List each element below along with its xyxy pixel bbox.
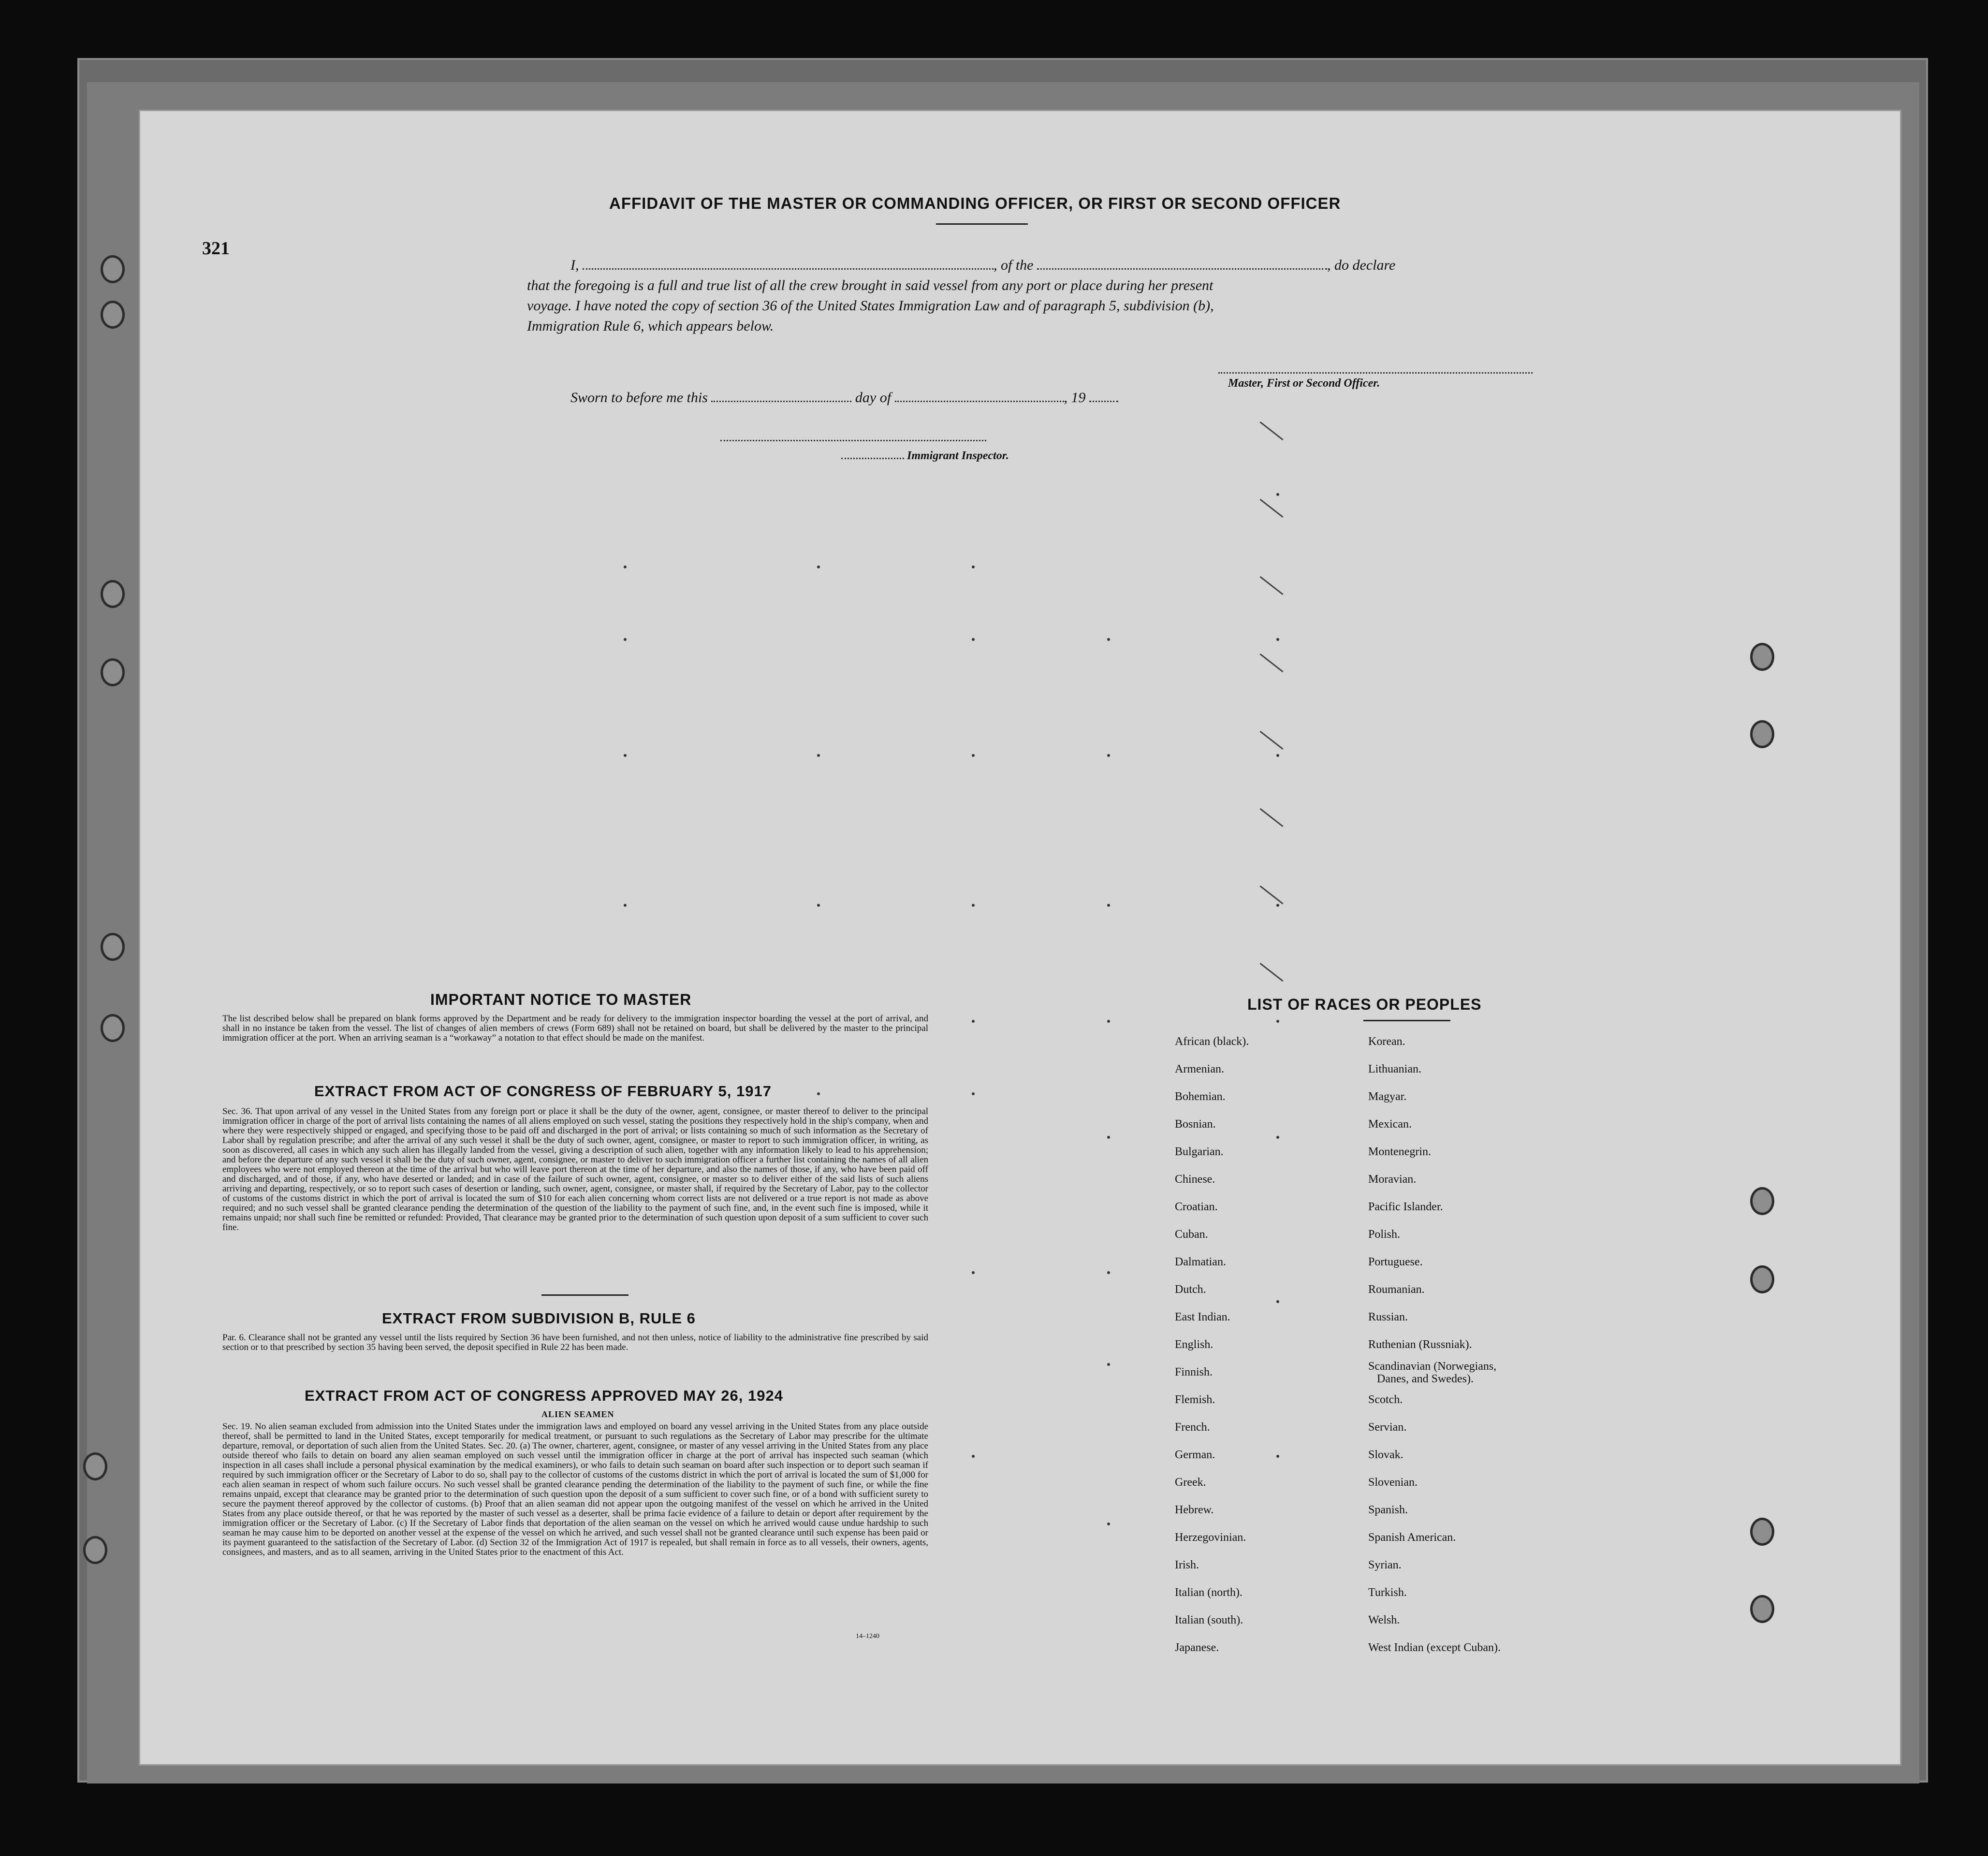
sworn-year: , 19 — [1064, 390, 1086, 406]
binder-hole — [1750, 1187, 1774, 1215]
bleed-dot — [624, 754, 627, 757]
master-signature-line — [1218, 362, 1533, 374]
binder-hole — [1750, 1518, 1774, 1546]
sworn-day-blank — [711, 391, 851, 402]
race-item: Dalmatian. — [1175, 1256, 1226, 1268]
race-item: Bosnian. — [1175, 1118, 1216, 1131]
extract-1924-subtitle: ALIEN SEAMEN — [541, 1409, 614, 1419]
race-item: German. — [1175, 1449, 1215, 1461]
bleed-check-mark — [1259, 421, 1283, 440]
race-item: Polish. — [1368, 1228, 1401, 1241]
bleed-dot — [1276, 1020, 1279, 1023]
bleed-dot — [1276, 754, 1279, 757]
extract-rule6-body: Par. 6. Clearance shall not be granted any vessel until the lists required by Section 36 have been furnished, and not then unless, notice of liability to the administrative fine prescribed by said section or to that prescribed by section 35 having been served, the deposit specified in Rule 22 has been made. — [222, 1333, 928, 1352]
affidavit-line-1 — [570, 257, 1395, 274]
race-item: Bohemian. — [1175, 1090, 1226, 1103]
sworn-month-blank — [895, 391, 1064, 402]
affidavit-line-4: Immigration Rule 6, which appears below. — [527, 318, 774, 334]
binder-hole — [101, 301, 125, 329]
bleed-dot — [972, 1092, 975, 1095]
race-item: Portuguese. — [1368, 1256, 1423, 1268]
bleed-check-mark — [1259, 808, 1283, 827]
race-item: Pacific Islander. — [1368, 1201, 1443, 1213]
race-item: Greek. — [1175, 1476, 1206, 1489]
bleed-dot — [972, 754, 975, 757]
affidavit-title: AFFIDAVIT OF THE MASTER OR COMMANDING OFFICER, OR FIRST OR SECOND OFFICER — [609, 194, 1341, 212]
bleed-dot — [1107, 1271, 1110, 1274]
bleed-dot — [1107, 754, 1110, 757]
extract-1924-title: EXTRACT FROM ACT OF CONGRESS APPROVED MAY 26, 1924 — [305, 1387, 783, 1404]
binder-hole — [1750, 643, 1774, 671]
race-item: Irish. — [1175, 1559, 1199, 1571]
bleed-dot — [1107, 1363, 1110, 1366]
sworn-prefix: Sworn to before me this — [570, 390, 708, 406]
race-item: Japanese. — [1175, 1641, 1219, 1654]
sworn-line — [570, 390, 1118, 406]
extract-1917-body: Sec. 36. That upon arrival of any vessel in the United States from any foreign port or place it shall be the duty of the owner, agent, consignee, or master thereof to deliver to the principal immigration officer in charge of the port of arrival lists containing the names of all aliens employed on such vessel, stating the positions they respectively hold in the ship's company, when and where they were respectively shipped or engaged, and specifying those to be paid off and discharged in the port of arrival; or lists containing so much of such information as the Secretary of Labor shall by regulation prescribe; and after the arrival of any such vessel it shall be the duty of such owner, agent, consignee, or master to report to such immigration officer, in writing, as soon as discovered, all cases in which any such alien has illegally landed from the vessel, giving a description of such alien, together with any information likely to lead to his apprehension; and before the departure of any such vessel it shall be the duty of such owner, agent, consignee, or master to deliver to such immigration officer a further list containing the names of all alien employees who were not employed thereon at the time of the arrival but who will leave port thereon at the time of her departure, and also the names of those, if any, who have been paid off and discharged, and of those, if any, who have deserted or landed; and in case of the failure of such owner, agent, consignee, or master so to deliver either of the said lists of such aliens arriving and departing, respectively, or so to report such cases of desertion or landing, such owner, agent, consignee, or master shall, if required by the Secretary of Labor, pay to the collector of customs of the customs district in which the port of arrival is located the sum of $10 for each alien concerning whom correct lists are not delivered or a true report is not made as above required; and no such vessel shall be granted clearance pending the determination of the question of the liability to the payment of such fine, and, in the event such fine is imposed, while it remains unpaid; nor shall such fine be remitted or refunded: Provided, That clearance may be granted prior to the determination of such question upon deposit of a sum sufficient to cover such fine. — [222, 1106, 928, 1232]
race-item: African (black). — [1175, 1035, 1249, 1048]
race-item: Syrian. — [1368, 1559, 1402, 1571]
race-item: Roumanian. — [1368, 1283, 1425, 1296]
bleed-check-mark — [1259, 963, 1283, 982]
bleed-dot — [972, 638, 975, 641]
inspector-lead-dots — [841, 451, 904, 459]
race-item: Mexican. — [1368, 1118, 1412, 1131]
race-item: Chinese. — [1175, 1173, 1215, 1186]
race-item: Turkish. — [1368, 1586, 1407, 1599]
races-right-column — [1368, 1035, 1658, 1664]
race-item: Montenegrin. — [1368, 1146, 1431, 1158]
declare-label: , do declare — [1327, 257, 1396, 273]
binder-hole — [101, 255, 125, 283]
affidavit-i-label: I, — [570, 257, 579, 273]
race-item: Flemish. — [1175, 1393, 1215, 1406]
race-item: West Indian (except Cuban). — [1368, 1641, 1501, 1654]
race-item: Italian (north). — [1175, 1586, 1242, 1599]
sworn-year-blank — [1089, 391, 1118, 402]
bleed-dot — [624, 638, 627, 641]
affidavit-line-2: that the foregoing is a full and true list of all the crew brought in said vessel from any port or place during her present — [527, 277, 1213, 293]
binder-hole — [1750, 1595, 1774, 1623]
bleed-dot — [1276, 904, 1279, 907]
bleed-dot — [1276, 638, 1279, 641]
bleed-dot — [817, 904, 820, 907]
race-item: Italian (south). — [1175, 1614, 1243, 1626]
race-item: Magyar. — [1368, 1090, 1407, 1103]
of-the-label: , of the — [994, 257, 1034, 273]
race-item: Servian. — [1368, 1421, 1407, 1434]
bleed-check-mark — [1259, 653, 1283, 672]
race-item: East Indian. — [1175, 1311, 1230, 1323]
race-item: Spanish. — [1368, 1504, 1408, 1516]
sworn-day-of: day of — [855, 390, 892, 406]
bleed-check-mark — [1259, 576, 1283, 595]
affidavit-line-3: voyage. I have noted the copy of section 36 of the United States Immigration Law and of paragraph 5, subdivision (b), — [527, 298, 1214, 314]
extract-1917-rule — [541, 1294, 629, 1296]
bleed-dot — [972, 904, 975, 907]
binder-hole — [1750, 720, 1774, 748]
bleed-dot — [817, 566, 820, 568]
race-item: Dutch. — [1175, 1283, 1206, 1296]
race-item: Russian. — [1368, 1311, 1408, 1323]
race-item: Bulgarian. — [1175, 1146, 1224, 1158]
bleed-check-mark — [1259, 885, 1283, 904]
race-item: Croatian. — [1175, 1201, 1218, 1213]
extract-rule6-title: EXTRACT FROM SUBDIVISION B, RULE 6 — [382, 1310, 696, 1327]
races-left-column — [1175, 1035, 1368, 1664]
race-item: Finnish. — [1175, 1366, 1213, 1378]
race-item: Ruthenian (Russniak). — [1368, 1338, 1472, 1351]
race-item: Lithuanian. — [1368, 1063, 1421, 1075]
bleed-dot — [1107, 904, 1110, 907]
race-item: Herzegovinian. — [1175, 1531, 1246, 1544]
bleed-dot — [1276, 493, 1279, 496]
race-item: Spanish American. — [1368, 1531, 1456, 1544]
race-item: Moravian. — [1368, 1173, 1417, 1186]
bleed-dot — [972, 566, 975, 568]
extract-1917-title: EXTRACT FROM ACT OF CONGRESS OF FEBRUARY 5, 1917 — [314, 1083, 772, 1100]
bleed-dot — [624, 566, 627, 568]
inspector-signature-line — [720, 430, 986, 441]
inspector-label-text: Immigrant Inspector. — [907, 450, 1009, 462]
bleed-dot — [817, 754, 820, 757]
race-item: Welsh. — [1368, 1614, 1400, 1626]
binder-hole — [101, 1014, 125, 1042]
extract-1924-body: Sec. 19. No alien seaman excluded from admission into the United States under the immigration laws and employed on board any vessel arriving in the United States from any place outside thereof, shall be permitted to land in the United States, except temporarily for medical treatment, or pursuant to such regulations as the Secretary of Labor may prescribe for the ultimate departure, removal, or deportation of such alien from the United States. Sec. 20. (a) The owner, charterer, agent, consignee, or master of any vessel arriving in the United States from any place outside thereof who fails to detain on board any alien seaman employed on such vessel until the immigration officer in charge at the port of arrival has inspected such seaman (which inspection in all cases shall include a personal physical examination by the medical examiners), or who fails to detain such seaman on board after such inspection or to deport such seaman if required by such immigration officer or the Secretary of Labor to do so, shall pay to the collector of customs of the customs district in which the port of arrival is located the sum of $1,000 for each alien seaman in respect of whom such failure occurs. No such vessel shall be granted clearance pending the determination of the liability to the payment of such fine, or while the fine remains unpaid, except that clearance may be granted prior to the determination of such question upon the deposit of a sum sufficient to cover such fine, or of a bond with sufficient surety to secure the payment thereof approved by the collector of customs. (b) Proof that an alien seaman did not appear upon the outgoing manifest of the vessel on which he arrived in the United States from any place outside thereof, or that he was reported by the master of such vessel as a deserter, shall be prima facie evidence of a failure to detain or deport after requirement by the immigration officer or the Secretary of Labor. (c) If the Secretary of Labor finds that deportation of the alien seaman on the vessel on which he arrived would cause undue hardship to such seaman he may cause him to be deported on another vessel at the expense of the vessel on which he arrived, and such vessel shall not be granted clearance until such expense has been paid or its payment guaranteed to the satisfaction of the Secretary of Labor. (d) Section 32 of the Immigration Act of 1917 is repealed, but shall remain in force as to all vessels, their owners, agents, consignees, and masters, and as to all seamen, arriving in the United States prior to the enactment of this Act. — [222, 1421, 928, 1557]
notice-body: The list described below shall be prepared on blank forms approved by the Department and be ready for delivery to the immigration inspector boarding the vessel at the port of arrival, and shall in no instance be taken from the vessel. The list of changes of alien members of crews (Form 689) shall not be retained on board, but shall be delivered by the master to the principal immigration officer at the port. When an arriving seaman is a “workaway” a notation to that effect should be made on the manifest. — [222, 1014, 928, 1043]
affidavit-sheet — [140, 111, 1900, 1764]
bleed-dot — [972, 1271, 975, 1274]
bleed-dot — [1107, 638, 1110, 641]
binder-hole — [101, 933, 125, 961]
corner-mark: 321 — [202, 238, 230, 259]
race-item: Armenian. — [1175, 1063, 1224, 1075]
inspector-label — [841, 450, 1009, 463]
binder-hole — [101, 658, 125, 686]
bleed-dot — [972, 1455, 975, 1458]
race-item: Hebrew. — [1175, 1504, 1214, 1516]
title-rule — [936, 223, 1028, 225]
form-number: 14–1240 — [856, 1633, 879, 1640]
notice-title: IMPORTANT NOTICE TO MASTER — [430, 991, 692, 1008]
races-rule — [1363, 1020, 1450, 1021]
bleed-dot — [1107, 1522, 1110, 1525]
race-item: Slovenian. — [1368, 1476, 1418, 1489]
race-item-continued: Danes, and Swedes). — [1377, 1373, 1474, 1385]
bleed-dot — [1107, 1136, 1110, 1139]
race-item: Scandinavian (Norwegians, — [1368, 1360, 1497, 1373]
binder-hole — [83, 1536, 107, 1564]
race-item: Slovak. — [1368, 1449, 1403, 1461]
bleed-dot — [1107, 1020, 1110, 1023]
binder-hole — [1750, 1265, 1774, 1293]
race-item: Scotch. — [1368, 1393, 1403, 1406]
race-item: Korean. — [1368, 1035, 1405, 1048]
bleed-check-mark — [1259, 499, 1283, 518]
name-blank — [583, 259, 994, 270]
race-item: Cuban. — [1175, 1228, 1208, 1241]
binder-hole — [101, 580, 125, 608]
vessel-blank — [1037, 259, 1327, 270]
bleed-check-mark — [1259, 731, 1283, 750]
bleed-dot — [624, 904, 627, 907]
master-signature-label: Master, First or Second Officer. — [1228, 377, 1380, 390]
races-title: LIST OF RACES OR PEOPLES — [1247, 996, 1482, 1013]
race-item: French. — [1175, 1421, 1210, 1434]
race-item: English. — [1175, 1338, 1213, 1351]
bleed-dot — [972, 1020, 975, 1023]
bleed-dot — [817, 1092, 820, 1095]
binder-hole — [83, 1452, 107, 1480]
